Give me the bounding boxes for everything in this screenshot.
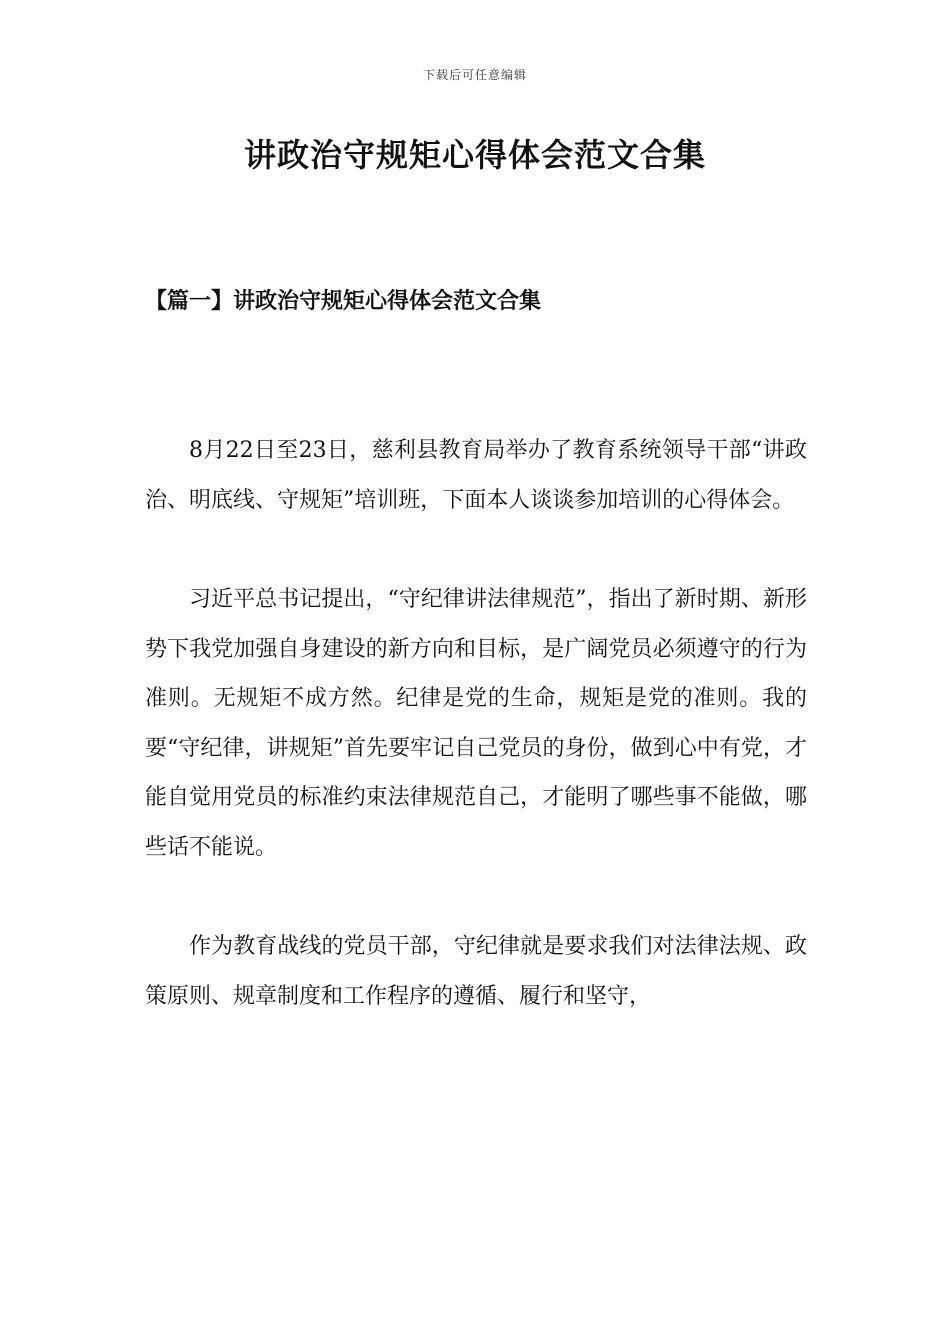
paragraph-3: 作为教育战线的党员干部，守纪律就是要求我们对法律法规、政策原则、规章制度和工作程序的遵循、履行和坚守， [145,934,807,1009]
header-note: 下载后可任意编辑 [422,68,527,82]
paragraph-2: 习近平总书记提出，“守纪律讲法律规范”，指出了新时期、新形势下我党加强自身建设的新方向和目标，是广阔党员必须遵守的行为准则。无规矩不成方然。纪律是党的生命，规矩是党的准则。我的要“守纪律，讲规矩”首先要牢记自己党员的身份，做到心中有党，才能自觉用党员的标准约束法律规范自己，才能明了哪些事不能做，哪些话不能说。 [145,587,807,860]
section-heading: 【篇一】讲政治守规矩心得体会范文合集 [145,288,542,314]
paragraph-1: 8月22日至23日，慈利县教育局举办了教育系统领导干部“讲政治、明底线、守规矩”培训班，下面本人谈谈参加培训的心得体会。 [145,438,807,513]
document-body [145,426,807,1071]
document-title: 讲政治守规矩心得体会范文合集 [243,136,706,174]
